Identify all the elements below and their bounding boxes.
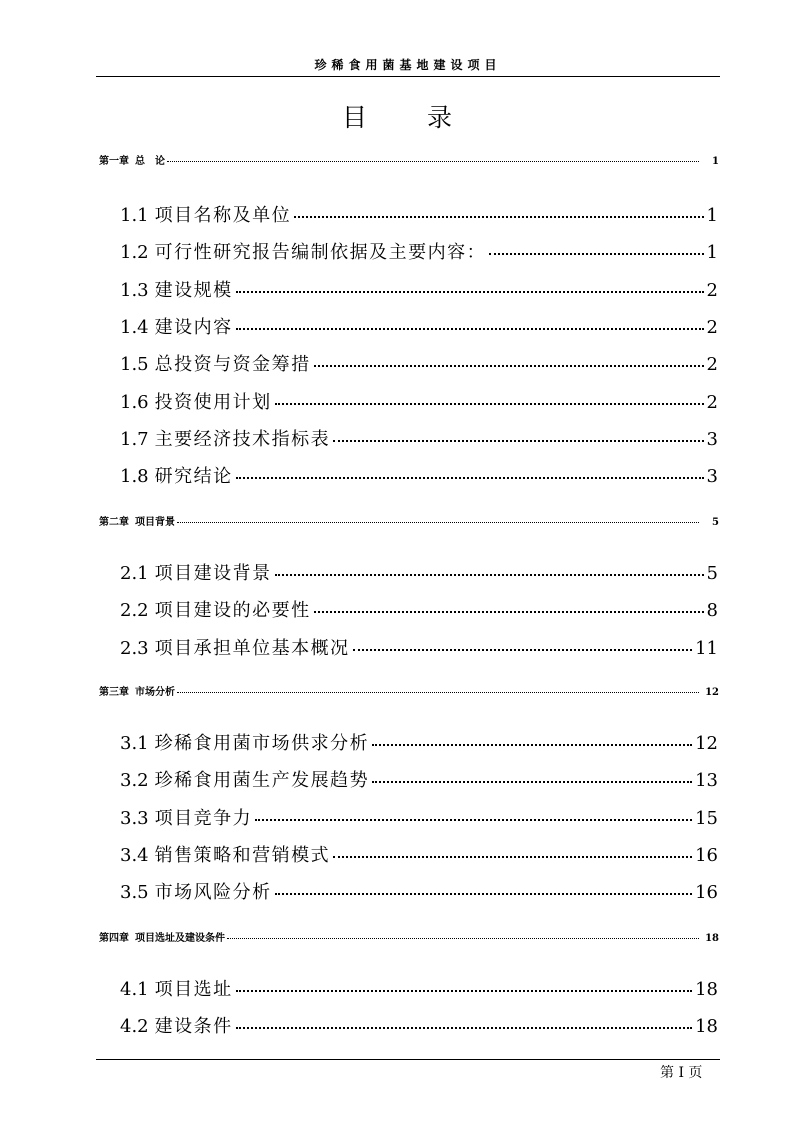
page-number: 18 [695, 979, 718, 1000]
chapter-number: 第二章 [99, 517, 129, 528]
section-title: 建设规模 [154, 280, 233, 301]
toc-section-1-4[interactable] [120, 313, 718, 339]
dot-leader [275, 403, 704, 405]
dot-leader [333, 856, 692, 858]
page-number: 1 [706, 242, 718, 263]
dot-leader [236, 1027, 692, 1029]
toc-section-1-3[interactable] [120, 276, 718, 302]
dot-leader [314, 611, 704, 613]
toc-section-3-3[interactable] [120, 804, 718, 830]
page-number: 2 [706, 280, 718, 301]
section-number: 2.3 [120, 638, 149, 659]
chapter-title: 项目背景 [135, 517, 175, 528]
running-header: 珍稀食用菌基地建设项目 [314, 58, 502, 72]
toc-chapter-1[interactable] [99, 152, 719, 167]
section-number: 1.8 [120, 466, 149, 487]
chapter-title: 总 论 [135, 156, 165, 167]
toc-section-2-3[interactable] [120, 634, 718, 660]
chapter-number: 第三章 [99, 687, 129, 698]
chapter-number: 第一章 [99, 156, 129, 167]
toc-title: 目 录 [342, 103, 478, 132]
dot-leader [236, 477, 704, 479]
dot-leader [353, 649, 692, 651]
section-number: 1.5 [120, 354, 149, 375]
page-number: 11 [695, 638, 718, 659]
toc-section-3-2[interactable] [120, 766, 718, 792]
section-number: 2.2 [120, 600, 149, 621]
section-title: 珍稀食用菌市场供求分析 [154, 733, 370, 754]
dot-leader [314, 365, 704, 367]
section-title: 总投资与资金筹措 [154, 354, 311, 375]
dot-leader [236, 328, 704, 330]
section-number: 4.2 [120, 1016, 149, 1037]
toc-section-2-2[interactable] [120, 596, 718, 622]
section-title: 项目竞争力 [154, 808, 253, 829]
page-number: 18 [705, 933, 719, 944]
toc-section-3-4[interactable] [120, 841, 718, 867]
toc-section-1-1[interactable] [120, 201, 718, 227]
dot-leader [227, 938, 699, 939]
chapter-title: 市场分析 [135, 687, 175, 698]
footer-page-number: 第 I 页 [660, 1065, 703, 1081]
page-number: 8 [706, 600, 718, 621]
section-title: 项目承担单位基本概况 [154, 638, 350, 659]
section-title: 项目建设背景 [154, 563, 272, 584]
section-number: 3.5 [120, 882, 149, 903]
footer-rule [96, 1059, 720, 1060]
section-number: 1.1 [120, 205, 149, 226]
page-number: 18 [695, 1016, 718, 1037]
toc-section-3-5[interactable] [120, 878, 718, 904]
page-number: 12 [705, 687, 719, 698]
toc-section-1-6[interactable] [120, 388, 718, 414]
section-number: 3.3 [120, 808, 149, 829]
page-number: 13 [695, 770, 718, 791]
section-title: 主要经济技术指标表 [154, 429, 331, 450]
toc-section-1-5[interactable] [120, 350, 718, 376]
toc-section-1-8[interactable] [120, 462, 718, 488]
page-number: 15 [695, 808, 718, 829]
toc-chapter-2[interactable] [99, 513, 719, 528]
page-number: 16 [695, 845, 718, 866]
section-title: 珍稀食用菌生产发展趋势 [154, 770, 370, 791]
dot-leader [275, 893, 692, 895]
section-number: 3.1 [120, 733, 149, 754]
page-number: 3 [706, 466, 718, 487]
section-number: 1.2 [120, 242, 149, 263]
page-number: 1 [706, 205, 718, 226]
section-title: 建设内容 [154, 317, 233, 338]
chapter-number: 第四章 [99, 933, 129, 944]
section-title: 研究结论 [154, 466, 233, 487]
section-title: 市场风险分析 [154, 882, 272, 903]
section-number: 3.2 [120, 770, 149, 791]
dot-leader [177, 522, 699, 523]
page-number: 2 [706, 354, 718, 375]
page-number: 1 [712, 156, 719, 167]
dot-leader [294, 216, 703, 218]
toc-section-4-2[interactable] [120, 1012, 718, 1038]
toc-section-1-7[interactable] [120, 425, 718, 451]
toc-chapter-3[interactable] [99, 683, 719, 698]
section-title: 可行性研究报告编制依据及主要内容： [154, 242, 487, 263]
toc-chapter-4[interactable] [99, 929, 719, 944]
page-number: 2 [706, 317, 718, 338]
section-number: 1.6 [120, 392, 149, 413]
dot-leader [177, 692, 699, 693]
section-title: 建设条件 [154, 1016, 233, 1037]
page-number: 16 [695, 882, 718, 903]
chapter-title: 项目选址及建设条件 [135, 933, 225, 944]
dot-leader [372, 744, 692, 746]
dot-leader [489, 253, 703, 255]
page-number: 5 [712, 517, 719, 528]
dot-leader [275, 574, 704, 576]
page-number: 12 [695, 733, 718, 754]
dot-leader [236, 291, 704, 293]
section-number: 1.7 [120, 429, 149, 450]
section-title: 投资使用计划 [154, 392, 272, 413]
toc-section-2-1[interactable] [120, 559, 718, 585]
page-number: 5 [706, 563, 718, 584]
section-number: 3.4 [120, 845, 149, 866]
toc-section-3-1[interactable] [120, 729, 718, 755]
section-title: 项目名称及单位 [154, 205, 292, 226]
dot-leader [167, 161, 699, 162]
dot-leader [236, 990, 692, 992]
section-number: 2.1 [120, 563, 149, 584]
section-title: 项目选址 [154, 979, 233, 1000]
page-number: 3 [706, 429, 718, 450]
section-number: 1.3 [120, 280, 149, 301]
section-number: 4.1 [120, 979, 149, 1000]
toc-section-1-2[interactable] [120, 238, 718, 264]
dot-leader [372, 781, 692, 783]
dot-leader [255, 819, 692, 821]
section-title: 项目建设的必要性 [154, 600, 311, 621]
toc-section-4-1[interactable] [120, 975, 718, 1001]
dot-leader [333, 440, 703, 442]
page-number: 2 [706, 392, 718, 413]
section-number: 1.4 [120, 317, 149, 338]
section-title: 销售策略和营销模式 [154, 845, 331, 866]
